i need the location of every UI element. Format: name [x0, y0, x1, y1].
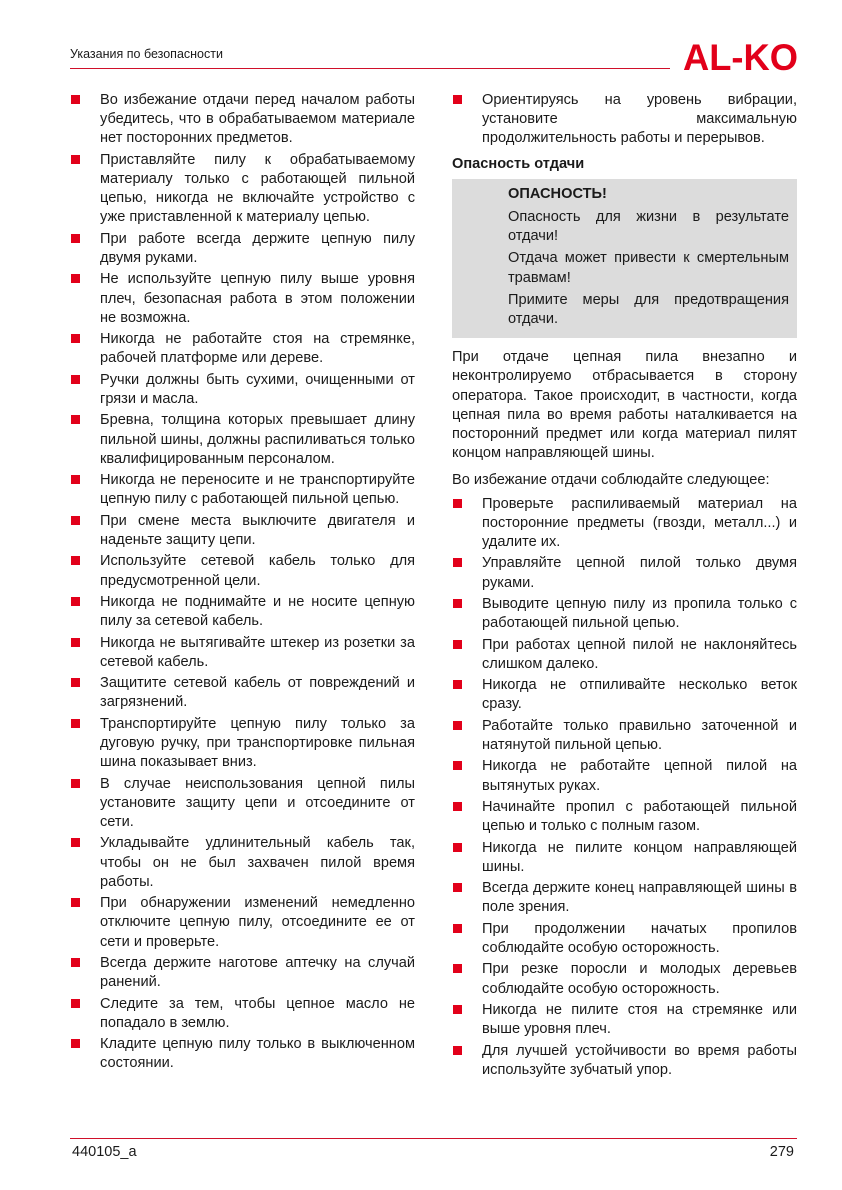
list-item	[452, 595, 797, 633]
list-item	[70, 775, 415, 833]
list-item-text: Всегда держите наготове аптечку на случай ранений.	[100, 954, 415, 991]
list-item	[70, 552, 415, 590]
bullet-icon	[71, 1039, 80, 1048]
list-item-text: Никогда не переносите и не транспортируйте цепную пилу с работающей пильной цепью.	[100, 472, 415, 508]
bullet-icon	[71, 274, 80, 283]
list-item-text: Работайте только правильно заточенной и натянутой пильной цепью.	[482, 717, 797, 754]
list-item-text: Никогда не поднимайте и не носите цепную пилу за сетевой кабель.	[100, 593, 415, 630]
list-item-text: Ориентируясь на уровень вибрации, установите максимальную продолжительность работы и перерывов.	[482, 92, 797, 147]
list-item-text: Выводите цепную пилу из пропила только с работающей пильной цепью.	[482, 596, 797, 632]
list-item-text: При продолжении начатых пропилов соблюдайте особую осторожность.	[482, 920, 797, 956]
bullet-icon	[453, 964, 462, 973]
list-item-text: Проверьте распиливаемый материал на посторонние предметы (гвозди, металл...) и удалите их.	[482, 495, 797, 551]
bullet-icon	[453, 558, 462, 567]
list-item-text: Ручки должны быть сухими, очищенными от грязи и масла.	[100, 371, 415, 407]
list-item-text: Не используйте цепную пилу выше уровня плеч, безопасная работа в этом положении не возможна.	[100, 271, 415, 326]
danger-box	[452, 179, 797, 338]
list-item-text: Защитите сетевой кабель от повреждений и загрязнений.	[100, 675, 415, 711]
intro-text: Во избежание отдачи соблюдайте следующее:	[452, 472, 770, 489]
list-item	[452, 1042, 797, 1080]
bullet-icon	[71, 958, 80, 967]
bullet-icon	[71, 779, 80, 788]
bullet-icon	[71, 334, 80, 343]
list-item	[70, 954, 415, 992]
footer-divider	[70, 1138, 797, 1139]
bullet-icon	[71, 155, 80, 164]
list-item	[452, 757, 797, 795]
list-item-text: Укладывайте удлинительный кабель так, чтобы он не был захвачен пилой время работы.	[100, 835, 415, 890]
section-title: Опасность отдачи	[452, 155, 585, 172]
list-item-text: Бревна, толщина которых превышает длину пильной шины, должны распиливаться только квалифицированным персоналом.	[100, 412, 415, 467]
list-item	[452, 960, 797, 998]
list-item-text: Начинайте пропил с работающей пильной цепью и только с полным газом.	[482, 799, 797, 835]
bullet-icon	[71, 415, 80, 424]
bullet-icon	[71, 678, 80, 687]
bullet-icon	[71, 516, 80, 525]
list-item-text: Приставляйте пилу к обрабатываемому материалу только с работающей пильной цепью, никогда не включайте устройство с уже приставленной к материалу цепью.	[100, 151, 415, 226]
alko-logo	[683, 38, 798, 74]
list-item	[70, 674, 415, 712]
list-item-text: Транспортируйте цепную пилу только за дуговую ручку, при транспортировке пильная шина показывает вниз.	[100, 715, 415, 771]
right-column	[452, 91, 797, 1082]
list-item-text: В случае неиспользования цепной пилы установите защиту цепи и отсоедините от сети.	[100, 775, 415, 830]
bullet-icon	[71, 375, 80, 384]
danger-line: Отдача может привести к смертельным травмам!	[508, 250, 789, 286]
bullet-icon	[453, 1046, 462, 1055]
list-item	[70, 270, 415, 328]
list-item-text: Всегда держите конец направляющей шины в поле зрения.	[482, 880, 797, 916]
bullet-icon	[71, 234, 80, 243]
bullet-icon	[453, 640, 462, 649]
bullet-icon	[453, 802, 462, 811]
list-item-text: Следите за тем, чтобы цепное масло не попадало в землю.	[100, 995, 415, 1031]
list-item-text: Никогда не работайте стоя на стремянке, рабочей платформе или дереве.	[100, 331, 415, 367]
list-item-text: Кладите цепную пилу только в выключенном состоянии.	[100, 1036, 415, 1072]
list-item	[70, 471, 415, 509]
danger-title: ОПАСНОСТЬ!	[508, 185, 607, 202]
list-item	[452, 879, 797, 917]
list-item	[452, 676, 797, 714]
bullet-icon	[71, 475, 80, 484]
header-title: Указания по безопасности	[70, 47, 223, 61]
list-item	[452, 920, 797, 958]
list-item-text: При обнаружении изменений немедленно отключите цепную пилу, отсоедините ее от сети и проверьте.	[100, 895, 415, 950]
list-item-text: Никогда не работайте цепной пилой на вытянутых руках.	[482, 758, 797, 794]
list-item	[70, 151, 415, 228]
list-item	[70, 230, 415, 268]
bullet-icon	[453, 680, 462, 689]
bullet-icon	[71, 597, 80, 606]
bullet-icon	[71, 638, 80, 647]
bullet-icon	[71, 556, 80, 565]
page-number: 279	[769, 1144, 794, 1160]
bullet-icon	[453, 924, 462, 933]
list-item	[452, 1001, 797, 1039]
svg-text:AL-KO: AL-KO	[683, 38, 798, 74]
bullet-icon	[453, 95, 462, 104]
list-item	[70, 371, 415, 409]
document-number: 440105_a	[72, 1144, 137, 1160]
bullet-icon	[453, 1005, 462, 1014]
list-item	[70, 512, 415, 550]
left-column	[70, 91, 415, 1076]
list-item-text: Никогда не отпиливайте несколько веток сразу.	[482, 677, 797, 713]
list-item-text: При работе всегда держите цепную пилу двумя руками.	[100, 230, 415, 266]
list-item-text: Никогда не пилите стоя на стремянке или выше уровня плеч.	[482, 1001, 797, 1038]
kickback-paragraph: При отдаче цепная пила внезапно и неконтролируемо отбрасывается в сторону оператора. Такое происходит, в частности, когда цепная пила во время работы наталкивается на посторонний предмет или когда материал пилят концом направляющей шины.	[452, 349, 797, 462]
list-item-text: Никогда не пилите концом направляющей шины.	[482, 839, 797, 875]
danger-line: Опасность для жизни в результате отдачи!	[508, 209, 789, 245]
bullet-icon	[71, 999, 80, 1008]
bullet-icon	[453, 761, 462, 770]
list-item	[452, 839, 797, 877]
bullet-icon	[453, 883, 462, 892]
list-item	[452, 495, 797, 553]
list-item	[70, 834, 415, 892]
list-item	[70, 330, 415, 368]
list-item-text: При работах цепной пилой не наклоняйтесь слишком далеко.	[482, 636, 797, 672]
header-divider	[70, 68, 670, 69]
bullet-icon	[453, 599, 462, 608]
bullet-icon	[71, 719, 80, 728]
list-item	[70, 634, 415, 672]
list-item	[70, 995, 415, 1033]
bullet-icon	[453, 499, 462, 508]
bullet-icon	[71, 95, 80, 104]
list-item	[70, 593, 415, 631]
list-item	[70, 1035, 415, 1073]
list-item	[70, 715, 415, 773]
list-item	[452, 554, 797, 592]
list-item-text: Для лучшей устойчивости во время работы используйте зубчатый упор.	[482, 1042, 797, 1078]
list-item	[452, 717, 797, 755]
list-item	[452, 798, 797, 836]
list-item	[70, 894, 415, 952]
list-item-text: Используйте сетевой кабель только для предусмотренной цели.	[100, 553, 415, 589]
list-item	[70, 411, 415, 469]
bullet-icon	[71, 838, 80, 847]
list-item	[452, 91, 797, 149]
bullet-icon	[453, 843, 462, 852]
bullet-icon	[453, 721, 462, 730]
list-item-text: При резке поросли и молодых деревьев соблюдайте особую осторожность.	[482, 961, 797, 997]
bullet-icon	[71, 898, 80, 907]
list-item	[70, 91, 415, 149]
list-item-text: При смене места выключите двигателя и наденьте защиту цепи.	[100, 512, 415, 548]
list-item-text: Во избежание отдачи перед началом работы убедитесь, что в обрабатываемом материале нет посторонних предметов.	[100, 92, 415, 147]
list-item-text: Никогда не вытягивайте штекер из розетки за сетевой кабель.	[100, 634, 415, 670]
list-item	[452, 636, 797, 674]
danger-line: Примите меры для предотвращения отдачи.	[508, 291, 789, 328]
list-item-text: Управляйте цепной пилой только двумя руками.	[482, 555, 797, 591]
